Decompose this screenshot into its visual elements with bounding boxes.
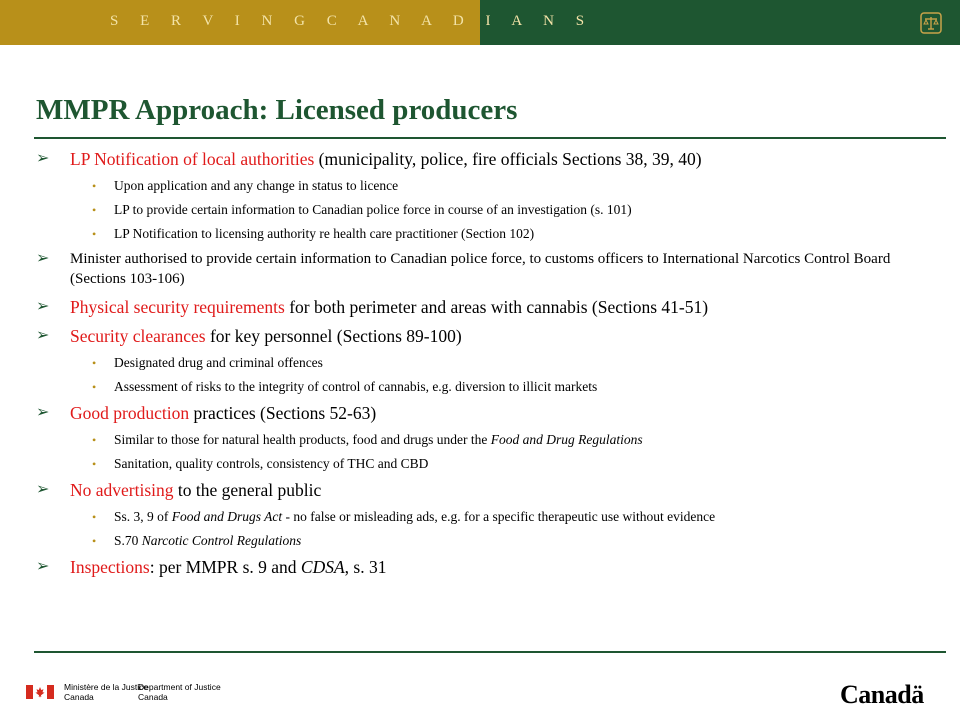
highlighted-topic: LP Notification of local authorities [70, 149, 315, 169]
slide-body [36, 148, 916, 585]
sub-bullet-text: S.70 [114, 533, 142, 548]
dot-bullet-icon: • [92, 510, 97, 524]
dot-bullet-icon: • [92, 203, 97, 217]
sub-bullet-text: LP Notification to licensing authority re health care practitioner (Section 102) [114, 226, 535, 241]
arrow-bullet-icon: ➢ [36, 481, 50, 498]
footer-divider [34, 651, 946, 653]
sub-bullet-item [36, 177, 916, 195]
sub-bullet-text-italic: Food and Drugs Act [171, 509, 283, 524]
canada-flag-icon [26, 685, 54, 699]
title-divider [34, 137, 946, 139]
bullet-text: to the general public [173, 480, 322, 500]
sub-bullet-text: Sanitation, quality controls, consistency of THC and CBD [114, 456, 429, 471]
sub-bullet-text-italic: Food and Drug Regulations [490, 432, 643, 447]
bullet-text-tail: , s. 31 [344, 557, 387, 577]
highlighted-topic: Inspections [70, 557, 150, 577]
sub-bullet-text: - no false or misleading ads, e.g. for a specific therapeutic use without evidence [282, 509, 716, 524]
bullet-text: for both perimeter and areas with cannabis (Sections 41-51) [284, 297, 709, 317]
arrow-bullet-icon: ➢ [36, 150, 50, 167]
bullet-item [36, 148, 916, 170]
bullet-text: (municipality, police, fire officials Sections 38, 39, 40) [314, 149, 702, 169]
bullet-text: practices (Sections 52-63) [189, 403, 377, 423]
canada-wordmark: Canadä [840, 680, 924, 709]
bullet-item [36, 296, 916, 318]
department-name-english: Department of Justice Canada [138, 682, 221, 702]
dot-bullet-icon: • [92, 457, 97, 471]
dot-bullet-icon: • [92, 534, 97, 548]
sub-bullet-item [36, 378, 916, 396]
department-name-french: Ministère de la Justice Canada [64, 682, 149, 702]
dot-bullet-icon: • [92, 179, 97, 193]
scales-of-justice-icon [920, 12, 942, 34]
sub-bullet-text: Similar to those for natural health products, food and drugs under the [114, 432, 491, 447]
sub-bullet-text: Assessment of risks to the integrity of control of cannabis, e.g. diversion to illicit markets [114, 379, 598, 394]
sub-bullet-item [36, 431, 916, 449]
dot-bullet-icon: • [92, 356, 97, 370]
arrow-bullet-icon: ➢ [36, 298, 50, 315]
bullet-text-italic: CDSA [300, 557, 345, 577]
sub-bullet-item [36, 508, 916, 526]
slide-title: MMPR Approach: Licensed producers [36, 94, 518, 126]
sub-bullet-text: LP to provide certain information to Canadian police force in course of an investigation (s. 101) [114, 202, 632, 217]
arrow-bullet-icon: ➢ [36, 558, 50, 575]
dot-bullet-icon: • [92, 227, 97, 241]
dot-bullet-icon: • [92, 433, 97, 447]
highlighted-topic: Physical security requirements [70, 297, 285, 317]
bullet-item [36, 479, 916, 501]
bullet-text: Minister authorised to provide certain information to Canadian police force, to customs officers to International Narcotics Control Board (Sections 103-106) [70, 251, 891, 287]
sub-bullet-item [36, 455, 916, 473]
sub-bullet-item [36, 201, 916, 219]
arrow-bullet-icon: ➢ [36, 250, 50, 267]
sub-bullet-text-italic: Narcotic Control Regulations [141, 533, 302, 548]
sub-bullet-item [36, 532, 916, 550]
sub-bullet-item [36, 354, 916, 372]
bullet-item [36, 556, 916, 578]
bullet-item [36, 249, 916, 289]
highlighted-topic: Good production [70, 403, 190, 423]
highlighted-topic: No advertising [70, 480, 174, 500]
bullet-text: for key personnel (Sections 89-100) [205, 326, 462, 346]
bullet-item [36, 325, 916, 347]
arrow-bullet-icon: ➢ [36, 327, 50, 344]
header-tagline: S E R V I N G C A N A D I A N S [110, 13, 594, 29]
sub-bullet-text: Designated drug and criminal offences [114, 355, 323, 370]
sub-bullet-item [36, 225, 916, 243]
dot-bullet-icon: • [92, 380, 97, 394]
highlighted-topic: Security clearances [70, 326, 206, 346]
bullet-text: : per MMPR s. 9 and [149, 557, 301, 577]
sub-bullet-text: Upon application and any change in status to licence [114, 178, 399, 193]
arrow-bullet-icon: ➢ [36, 404, 50, 421]
sub-bullet-text: Ss. 3, 9 of [114, 509, 172, 524]
bullet-item [36, 402, 916, 424]
